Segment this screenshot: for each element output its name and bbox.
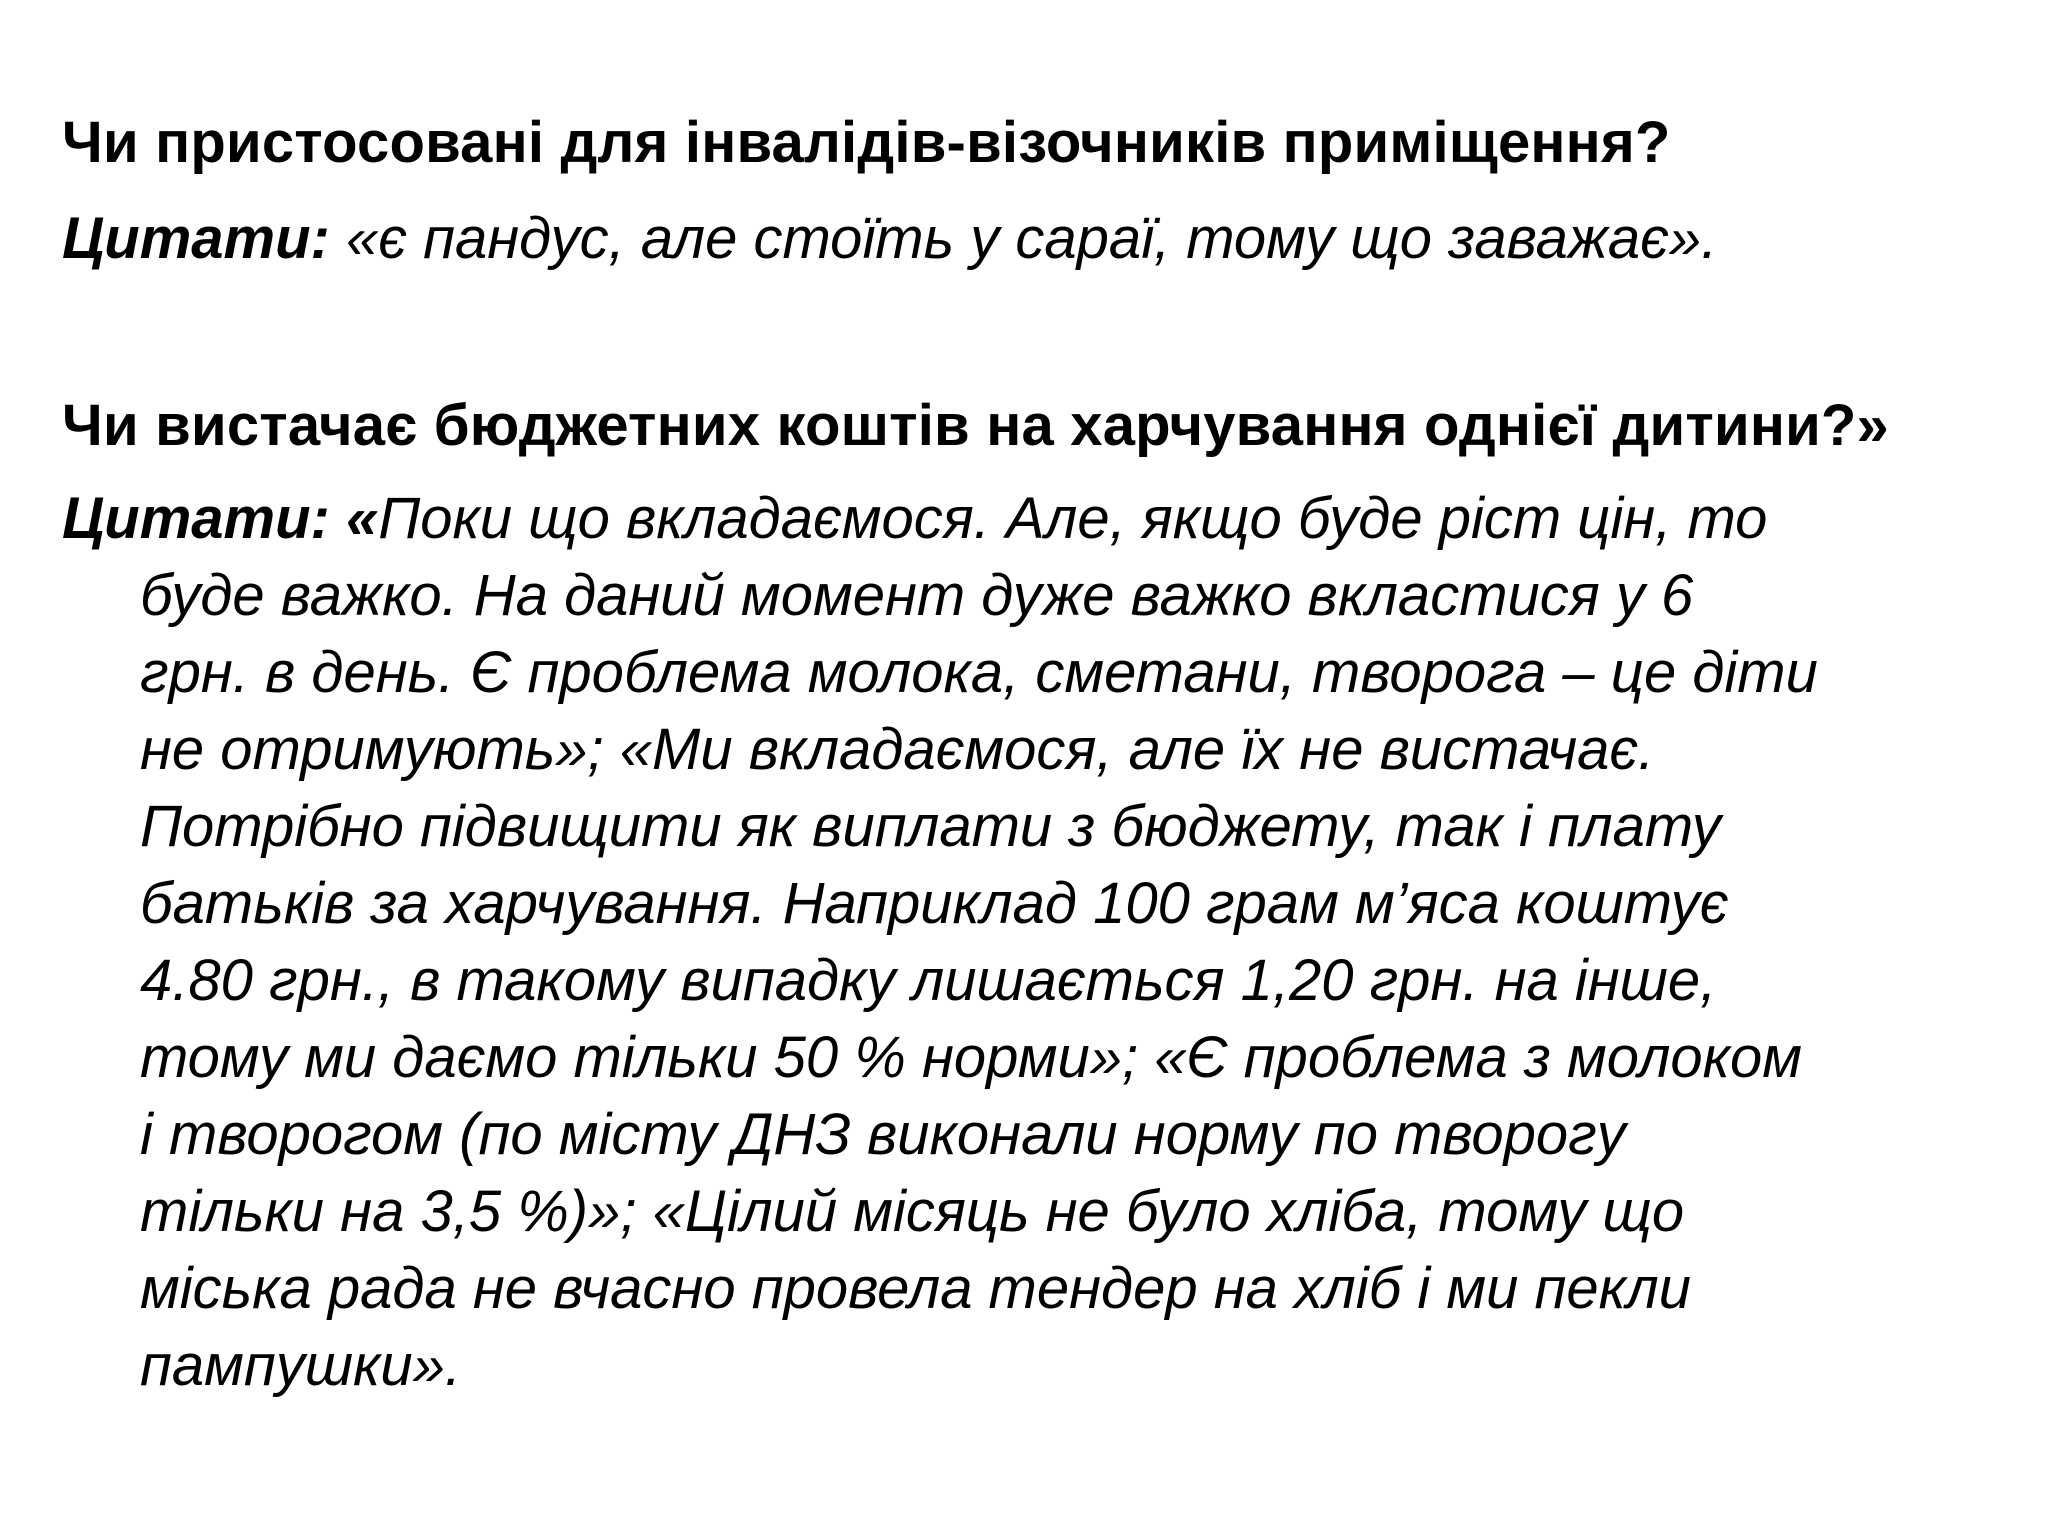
question-food-budget: Чи вистачає бюджетних коштів на харчування однієї дитини?» [62,393,1890,458]
quote-line: не отримують»; «Ми вкладаємося, але їх не вистачає. [140,717,1655,782]
quote-text: «є пандус, але стоїть у сараї, тому що заважає». [329,206,1718,271]
quote-line: тільки на 3,5 %)»; «Цілий місяць не було хліба, тому що [140,1179,1685,1244]
question-accessibility: Чи пристосовані для інвалідів-візочників приміщення? [62,110,1671,175]
quote-line: батьків за харчування. Наприклад 100 грам м’яса коштує [140,871,1729,936]
quote-food-budget [62,480,2032,1404]
quote-line: грн. в день. Є проблема молока, сметани, творога – це діти [140,640,1818,705]
quote-accessibility [62,199,1717,279]
quote-line: міська рада не вчасно провела тендер на хліб і ми пекли [140,1256,1692,1321]
quote-line: пампушки». [140,1333,462,1398]
quote-line: 4.80 грн., в такому випадку лишається 1,20 грн. на інше, [140,948,1717,1013]
quote-label: Цитати: « [62,486,379,551]
quote-line: Потрібно підвищити як виплати з бюджету, так і плату [140,794,1721,859]
quote-line: тому ми даємо тільки 50 % норми»; «Є проблема з молоком [140,1025,1803,1090]
quote-line: і творогом (по місту ДНЗ виконали норму по творогу [140,1102,1626,1167]
quote-line [62,480,2032,557]
quote-text: Поки що вкладаємося. Але, якщо буде ріст цін, то [378,486,1768,551]
quote-line: буде важко. На даний момент дуже важко вкластися у 6 [140,563,1694,628]
quote-label: Цитати: [62,206,330,271]
